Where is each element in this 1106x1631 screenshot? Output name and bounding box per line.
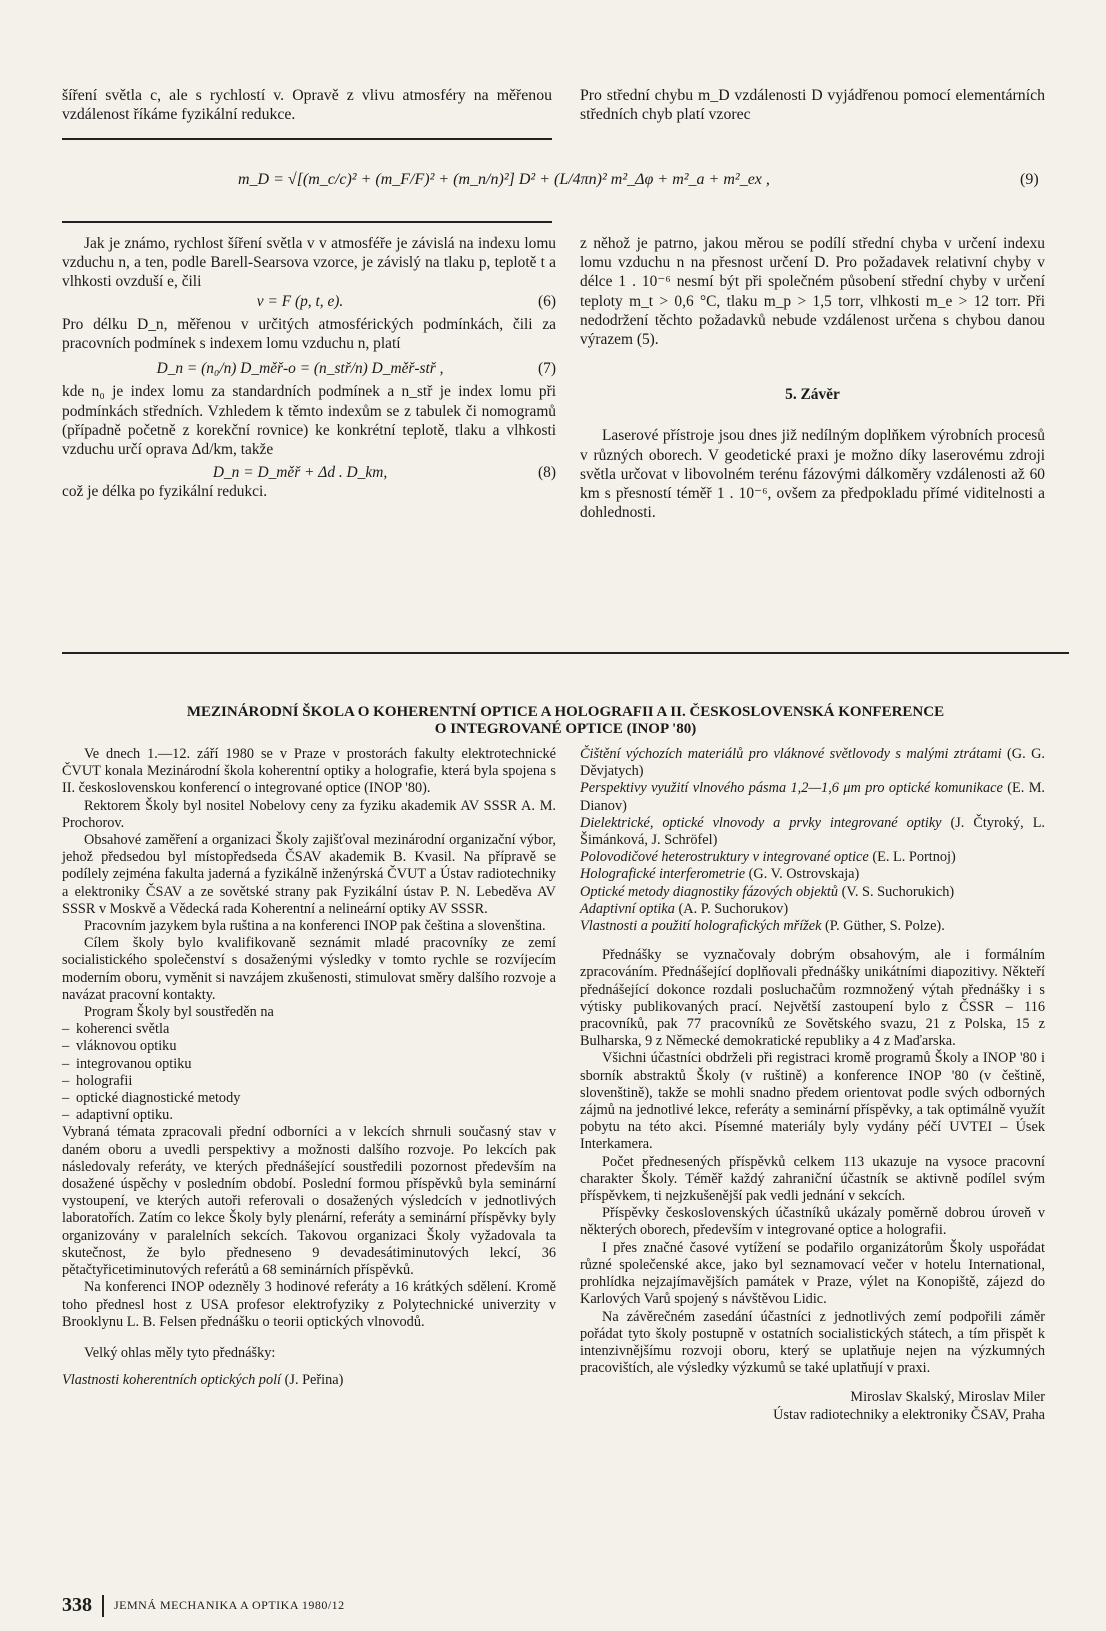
- lecture-item: [62, 1372, 556, 1389]
- lecture-item: [580, 884, 1045, 901]
- right-column: [580, 234, 1045, 522]
- lecture-title: Vlastnosti a použití holografických mřížek: [580, 918, 822, 935]
- paragraph: Pracovním jazykem byla ruština a na konferenci INOP pak čeština a slovenština.: [84, 918, 546, 935]
- lecture-item: [580, 815, 1045, 849]
- divider: [62, 138, 552, 140]
- list-item: – koherenci světla: [62, 1021, 556, 1038]
- article-left-column: [62, 746, 556, 1389]
- lecture-item: [580, 901, 1045, 918]
- paragraph: Cílem školy bylo kvalifikovaně seznámit mladé pracovníky ze zemí socialistického společenství s dosaženými výsledky v tomto rychle se rozvíjecím moderním oboru, vyměnit si navzájem zkušenosti, stimulovat směry dalšího rozvoje a navázat pracovní kontakty.: [62, 935, 556, 1003]
- equation-6-formula: v = F (p, t, e).: [256, 292, 344, 310]
- program-list: [62, 1021, 556, 1124]
- footer-separator: [102, 1595, 104, 1617]
- page-footer: [62, 1594, 345, 1617]
- list-item: – integrovanou optiku: [62, 1056, 556, 1073]
- paragraph: Na závěrečném zasedání účastníci z jednotlivých zemí podpořili záměr pořádat tyto školy postupně v ostatních socialistických státech, a tím přispět k intenzivnějšímu rozvoji oboru, který se uplatňuje nejen na výzkumných pracovištích, ale výsledky výzkumů se také uplatňují v praxi.: [580, 1308, 1045, 1377]
- lecture-author: (V. S. Suchorukich): [841, 883, 955, 900]
- paragraph: Přednášky se vyznačovaly dobrým obsahovým, ale i formálním zpracováním. Přednášející doplňovali přednášky unikátními diapozitivy. Někteří přednášející dokonce rozdali posluchačům rozmnožený výtah přednášky i s výtisky publikovaných prací. Největší zastoupení bylo z ČSSR – 116 pracovníků, pak 77 pracovníků ze Sovětského svazu, 21 z Polska, 15 z Bulharska, 9 z Německé demokratické republiky a 4 z Maďarska.: [580, 947, 1045, 1050]
- equation-6-number: (6): [538, 292, 556, 310]
- lecture-title: Holografické interferometrie: [580, 866, 746, 883]
- lecture-title: Čištění výchozích materiálů pro vláknové světlovody s malými ztrátami: [580, 746, 1002, 762]
- paragraph: Program Školy byl soustředěn na: [84, 1004, 274, 1021]
- equation-7: [62, 359, 556, 378]
- lecture-author: (P. Güther, S. Polze).: [825, 918, 945, 935]
- journal-name: JEMNÁ MECHANIKA A OPTIKA 1980/12: [114, 1598, 345, 1612]
- lecture-list: [580, 746, 1045, 935]
- paragraph: Počet přednesených příspěvků celkem 113 ukazuje na vysoce pracovní charakter Školy. Téměř každý zahraniční účastník se aktivně podílel svým příspěvkem, ti nejzkušenější pak vedli jednání v sekcích.: [580, 1153, 1045, 1205]
- lecture-author: (J. Peřina): [284, 1372, 344, 1389]
- lecture-item: [580, 746, 1045, 780]
- top-left-text: šíření světla c, ale s rychlostí v. Opravě z vlivu atmosféry na měřenou vzdálenost říkáme fyzikální redukce.: [62, 87, 552, 124]
- paragraph: což je délka po fyzikální redukci.: [62, 483, 268, 501]
- lecture-item: [580, 866, 1045, 883]
- article-title: [62, 704, 1069, 738]
- equation-6: [62, 292, 556, 311]
- page-number: 338: [62, 1594, 92, 1616]
- list-item: – holografii: [62, 1073, 556, 1090]
- list-item: – optické diagnostické metody: [62, 1090, 556, 1107]
- lecture-title: Adaptivní optika: [580, 900, 675, 917]
- lecture-title: Polovodičové heterostruktury v integrované optice: [580, 849, 869, 866]
- equation-9-number: (9): [1020, 171, 1039, 188]
- divider: [62, 221, 552, 223]
- paragraph: Laserové přístroje jsou dnes již nedílným doplňkem výrobních procesů v různých oborech. V geodetické praxi je možno díky laserovému zdroji světla určovat v libovolném terénu fázovými dálkoměry vzdálenosti až 60 km s přesností téměř 1 . 10⁻⁶, ovšem za předpokladu přímé viditelnosti a dohlednosti.: [580, 427, 1045, 522]
- section-heading: 5. Závěr: [785, 386, 840, 404]
- lecture-author: (G. V. Ostrovskaja): [748, 866, 860, 883]
- paragraph: Velký ohlas měly tyto přednášky:: [84, 1344, 276, 1361]
- equation-9: m_D = √[(m_c/c)² + (m_F/F)² + (m_n/n)²] D² + (L/4πn)² m²_Δφ + m²_a + m²_ex ,: [238, 171, 770, 188]
- list-item: – vláknovou optiku: [62, 1038, 556, 1055]
- paragraph: Pro délku D_n, měřenou v určitých atmosférických podmínkách, čili za pracovních podmínek s indexem lomu vzduchu n, platí: [62, 315, 556, 353]
- equation-7-number: (7): [538, 360, 556, 378]
- lecture-title: Perspektivy využití vlnového pásma 1,2—1,6 μm pro optické komunikace: [580, 780, 1003, 797]
- paragraph: Obsahové zaměření a organizaci Školy zajišťoval mezinárodní organizační výbor, jehož předsedou byl místopředseda ČSAV akademik B. Kvasil. Na přípravě se podílely zejména fakulta jaderná a fyzikálně inženýrská ČVUT a Ústav radiotechniky a elektroniky ČSAV a ze sovětské strany pak Fyzikální ústav P. N. Lebeděva AV SSSR v Moskvě a Vědecká rada Koherentní a nelineární optiky AV SSSR.: [62, 832, 556, 917]
- paragraph: Na konferenci INOP odezněly 3 hodinové referáty a 16 krátkých sdělení. Kromě toho přednesl host z USA profesor elektrofyziky z Polytechnické univerzity v Brooklynu L. B. Felsen přednášku o teorii optických vlnovodů.: [62, 1279, 556, 1330]
- paragraph: Vybraná témata zpracovali přední odborníci a v lekcích shrnuli současný stav v daném oboru a uvedli perspektivy a možnosti dalšího rozvoje. Po lekcích pak následovaly referáty, ve kterých přednášející soustředili pozornost především na dosažené úspěchy v posledním období. Poslední formou příspěvků byla seminární vystoupení, ve kterých autoři referovali o dosažených výsledcích v jednotlivých laboratořích. Zatím co lekce Školy byly plenární, referáty a seminární příspěvky byly organizovány v paralelních sekcích. Takovou organizaci Školy vyžadovala ta skutečnost, že bylo předneseno 9 devadesátiminutových lekcí, 36 pětačtyřicetiminutových referátů a 68 seminárních příspěvků.: [62, 1124, 556, 1279]
- paragraph: kde n₀ je index lomu za standardních podmínek a n_stř je index lomu při podmínkách středních. Vzhledem k těmto indexům se z tabulek či nomogramů (případně početně z korekční rovnice) ke konkrétní teplotě, tlaku a vlhkosti vzduchu určí oprava Δd/km, takže: [62, 383, 556, 459]
- lecture-author: (A. P. Suchorukov): [678, 900, 789, 917]
- left-column: [62, 234, 556, 502]
- article-title-line2: O INTEGROVANÉ OPTICE (INOP '80): [434, 721, 697, 737]
- equation-7-formula: D_n = (n₀/n) D_měř-o = (n_stř/n) D_měř-stř ,: [156, 360, 444, 378]
- paragraph: Rektorem Školy byl nositel Nobelovy ceny za fyziku akademik AV SSSR A. M. Prochorov.: [62, 797, 556, 831]
- paragraph: Příspěvky československých účastníků ukázaly poměrně dobrou úroveň v některých oborech, především v integrované optice a holografii.: [580, 1205, 1045, 1239]
- lecture-item: [580, 849, 1045, 866]
- article-right-column: [580, 746, 1045, 1424]
- lecture-title: Vlastnosti koherentních optických polí: [62, 1372, 282, 1389]
- list-item: – adaptivní optiku.: [62, 1107, 556, 1124]
- lecture-author: (G. G. Děvjatych): [580, 746, 1045, 780]
- equation-8-number: (8): [538, 464, 556, 482]
- article-title-line1: MEZINÁRODNÍ ŠKOLA O KOHERENTNÍ OPTICE A HOLOGRAFII A II. ČESKOSLOVENSKÁ KONFERENCE: [186, 704, 945, 720]
- lecture-author: (E. L. Portnoj): [872, 849, 956, 866]
- lecture-title: Dielektrické, optické vlnovody a prvky integrované optiky: [580, 814, 942, 831]
- paragraph: I přes značné časové vytížení se podařilo organizátorům Školy uspořádat různé společenské akce, jako byl seznamovací večer v hotelu International, prohlídka nejzajímavějších památek v Praze, výlet na Konopiště, zájezd do Karlových Varů spojený s návštěvou Lidic.: [580, 1239, 1045, 1308]
- top-right-text: Pro střední chybu m_D vzdálenosti D vyjádřenou pomocí elementárních středních chyb platí vzorec: [580, 87, 1045, 124]
- paragraph: Ve dnech 1.—12. září 1980 se v Praze v prostorách fakulty elektrotechnické ČVUT konala Mezinárodní škola koherentní optiky a holografie, která byla spojena s II. československou konferencí o integrované optice (INOP '80).: [62, 746, 556, 797]
- section-divider: [62, 652, 1069, 654]
- lecture-item: [580, 780, 1045, 814]
- lecture-author: (J. Čtyroký, L. Šimánková, J. Schröfel): [580, 814, 1046, 849]
- equation-8: [62, 463, 556, 482]
- paragraph: z něhož je patrno, jakou měrou se podílí střední chyba v určení indexu lomu vzduchu n na přesnost určení D. Pro požadavek relativní chyby v délce 1 . 10⁻⁶ nesmí být při společném působení střední chyby v určení teploty m_t > 0,6 °C, tlaku m_p > 1,5 torr, vlhkosti m_e > 12 torr. Při nedodržení těchto požadavků nebude vzdálenost určena s chybou danou výrazem (5).: [580, 235, 1045, 349]
- lecture-item: [580, 918, 1045, 935]
- paragraph: Všichni účastníci obdrželi při registraci kromě programů Školy a INOP '80 i sborník abstraktů Školy (v ruštině) a konference INOP '80 (v češtině, slovenštině), takže se mohli snadno předem orientovat podle svých odborných zájmů na jednotlivé lekce, referáty a seminární příspěvky, a tak optimálně využít pobytu na této akci. Písemné materiály byly vydány péčí UVTEI – Úsek Interkamera.: [580, 1050, 1045, 1153]
- equation-8-formula: D_n = D_měř + Δd . D_km,: [212, 464, 388, 482]
- author-signature: Miroslav Skalský, Miroslav Miler: [850, 1389, 1045, 1406]
- lecture-author: (E. M. Dianov): [580, 780, 1045, 814]
- lecture-title: Optické metody diagnostiky fázových objektů: [580, 883, 839, 900]
- paragraph: Jak je známo, rychlost šíření světla v v atmosféře je závislá na indexu lomu vzduchu n, a ten, podle Barell-Searsova vzorce, je závislý na tlaku p, teplotě t a vlhkosti ovzduší e, čili: [62, 235, 556, 291]
- author-affiliation: Ústav radiotechniky a elektroniky ČSAV, Praha: [773, 1406, 1045, 1423]
